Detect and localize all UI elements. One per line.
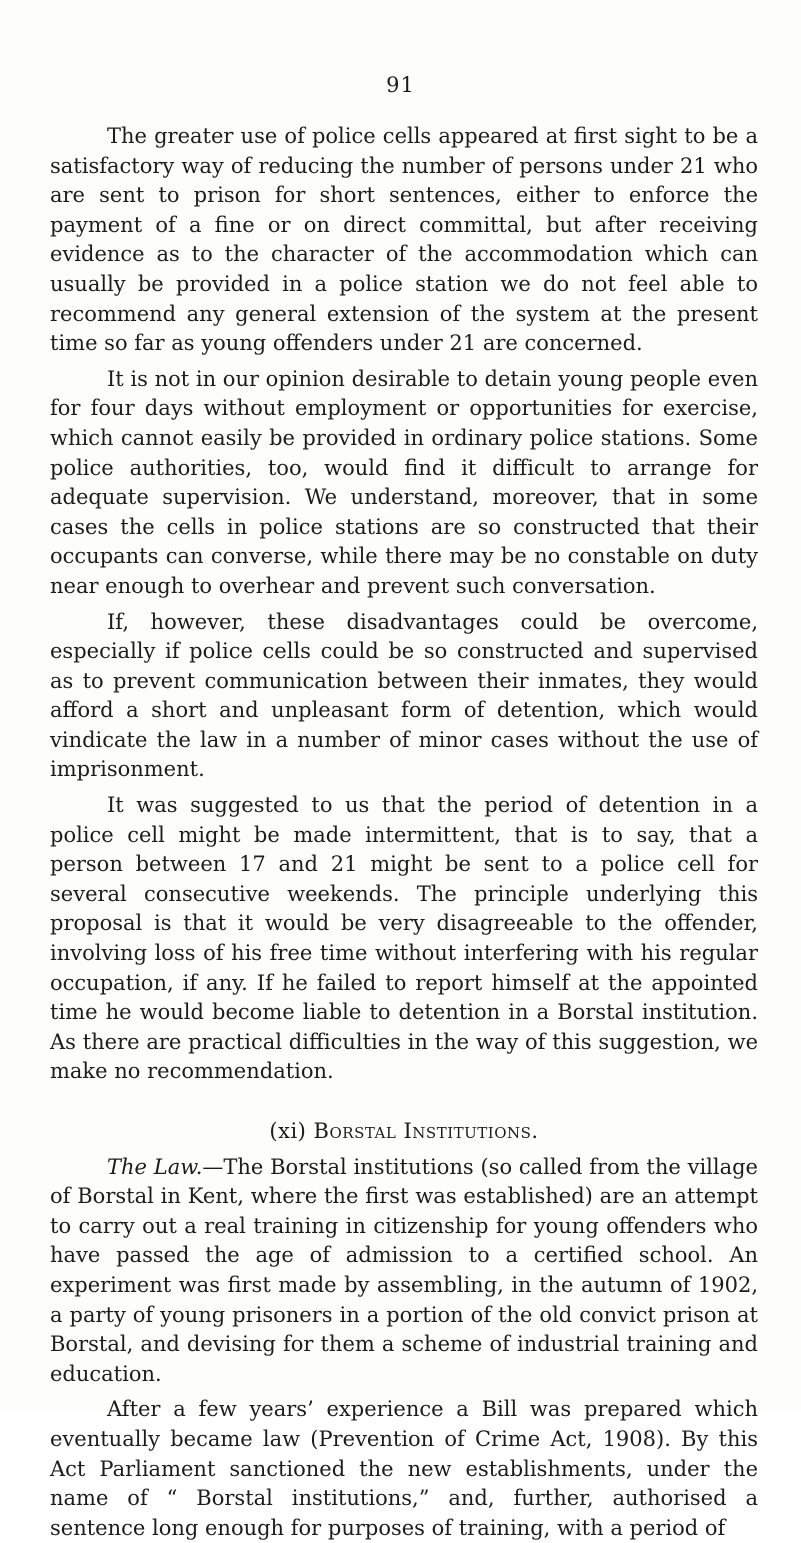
paragraph-detention-objections: It is not in our opinion desirable to detain young people even for four days without employment or opportunities for exercise, which cannot easily be provided in ordinary police stations. Some police authorities, too, would find it difficult to arrange for adequate supervision. We understand, moreover, that in some cases the cells in police stations are so constructed that their occupants can converse, while there may be no constable on duty near enough to overhear and prevent such conversation. [50,366,758,598]
section-title: Borstal Institutions. [313,1119,539,1143]
section-number: (xi) [269,1119,307,1143]
paragraph-intermittent-detention: It was suggested to us that the period of detention in a police cell might be made intermittent, that is to say, that a person between 17 and 21 might be sent to a police cell for several consecutive weekends. The principle underlying this proposal is that it would be very disagreeable to the offender, involving loss of his free time without interfering with his regular occupation, if any. If he failed to report himself at the appointed time he would become liable to detention in a Borstal institution. As there are practical difficulties in the way of this suggestion, we make no recommendation. [50,793,758,1084]
paragraph-disadvantages-overcome: If, however, these disadvantages could be overcome, especially if police cells could be so constructed and supervised as to prevent communication between their inmates, they would afford a short and unpleasant form of detention, which would vindicate the law in a number of minor cases without the use of imprisonment. [50,609,758,782]
paragraph-lead: The Law. [107,1154,203,1179]
paragraph-borstal-law [50,1153,758,1390]
spacer [50,1087,758,1117]
paragraph-borstal-act: After a few years’ experience a Bill was prepared which eventually became law (Prevention of Crime Act, 1908). By this Act Parliament sanctioned the new establishments, under the name of “ Borstal institutions,” and, further, authorised a sentence long enough for purposes of training, with a period of [50,1397,758,1540]
paragraph-text: —The Borstal institutions (so called from the village of Borstal in Kent, where the first was established) are an attempt to carry out a real training in citizenship for young offenders who have passed the age of admission to a certified school. An experiment was first made by assembling, in the autumn of 1902, a party of young prisoners in a portion of the old convict prison at Borstal, and devising for them a scheme of industrial training and education. [50,1154,758,1386]
page-number: 91 [386,73,415,97]
paragraph-police-cells: The greater use of police cells appeared at first sight to be a satisfactory way of reducing the number of persons under 21 who are sent to prison for short sentences, either to enforce the payment of a fine or on direct committal, but after receiving evidence as to the character of the accommodation which can usually be provided in a police station we do not feel able to recommend any general extension of the system at the present time so far as young offenders under 21 are concerned. [50,124,758,356]
section-heading [50,1117,758,1147]
body-text [50,122,758,1543]
